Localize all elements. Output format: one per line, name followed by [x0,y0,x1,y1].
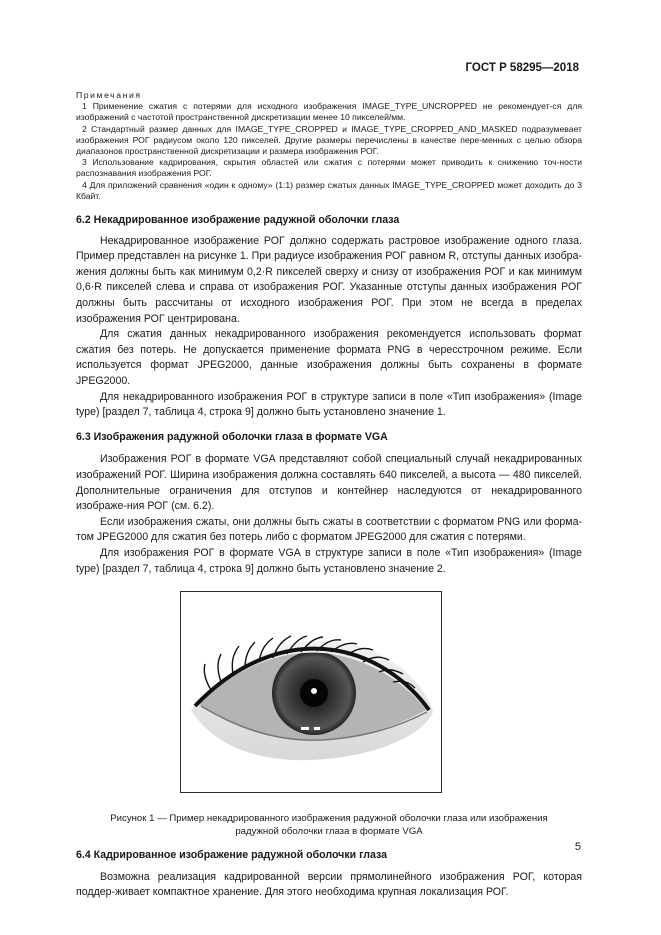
paragraph: Изображения РОГ в формате VGA представляют собой специальный случай некадрированных изображений РОГ. Ширина изображения должна составлять 640 пикселей, а высота — 480 пикселей. Дополнительные ограничения для отступов и контейнер наследуются от некадрированного изображе-ния РОГ (см. 6.2). [76,453,582,513]
page-number: 5 [574,841,581,853]
note-item: 2 Стандартный размер данных для IMAGE_TYPE_CROPPED и IMAGE_TYPE_CROPPED_AND_MASKED подразумевает изображения РОГ радиусом около 120 пикселей. Другие размеры перечислены в качестве пере-менных с целью обзора диапазонов пространственной дискретизации и размера изображения РОГ. [76,123,582,157]
caption-line: Рисунок 1 — Пример некадрированного изображения радужной оболочки глаза или изображения [110,813,548,825]
paragraph: Для изображения РОГ в формате VGA в структуре записи в поле «Тип изображения» (Image type) [раздел 7, таблица 4, строка 9] должно быть установлено значение 2. [76,546,582,575]
notes-block [76,90,582,202]
eye-image [181,592,441,792]
section-heading-6-3: 6.3 Изображения радужной оболочки глаза в формате VGA [76,430,388,443]
paragraph: Если изображения сжаты, они должны быть сжаты в соответствии с форматом PNG или форма-том JPEG2000 для сжатия без потерь либо с форматом JPEG2000 для сжатия с потерями. [76,515,582,544]
figure-caption [76,812,582,838]
paragraph: Для сжатия данных некадрированного изображения рекомендуется использовать формат сжатия без потерь. Не допускается применение формата PNG в чересстрочном режиме. Если используется формат JPEG2000, данные изображения должны быть сохранены в формате JPEG2000. [76,328,582,387]
page-content [76,90,582,901]
caption-line: радужной оболочки глаза в формате VGA [235,826,423,838]
eye-image-figure [180,591,442,793]
section-heading-6-2: 6.2 Некадрированное изображение радужной оболочки глаза [76,214,400,227]
note-item: 1 Применение сжатия с потерями для исходного изображения IMAGE_TYPE_UNCROPPED не рекомендует-ся для изображений с частотой пространственной дискретизации менее 10 пикселей/мм. [76,101,582,123]
paragraph: Некадрированное изображение РОГ должно содержать растровое изображение одного глаза. Пример представлен на рисунке 1. При радиусе изображения РОГ равном R, отступы данных изобра-жения должны быть как минимум 0,2·R пикселей сверху и снизу от изображения РОГ и как минимум 0,6·R пикселей слева и справа от изображения РОГ. Указанные отступы данных изображения РОГ должны быть рассчитаны от исходного изображения РОГ. При этом не всегда в пределах изображения РОГ центрирована. [76,234,582,325]
document-standard-number: ГОСТ Р 58295—2018 [465,62,579,74]
paragraph: Для некадрированного изображения РОГ в структуре записи в поле «Тип изображения» (Image type) [раздел 7, таблица 4, строка 9] должно быть установлено значение 1. [76,390,582,419]
note-item: 3 Использование кадрирования, скрытия областей или сжатия с потерями может приводить к снижению точ-ности распознавания изображения РОГ. [76,157,582,179]
paragraph: Возможна реализация кадрированной версии прямолинейного изображения РОГ, которая поддер-живает компактное хранение. Для этого необходима крупная локализация РОГ. [76,870,582,899]
note-item: 4 Для приложений сравнения «один к одному» (1:1) размер сжатых данных IMAGE_TYPE_CROPPED может доходить до 3 Кбайт. [76,179,582,201]
notes-title: Примечания [76,90,142,100]
section-heading-6-4: 6.4 Кадрированное изображение радужной оболочки глаза [76,849,387,862]
